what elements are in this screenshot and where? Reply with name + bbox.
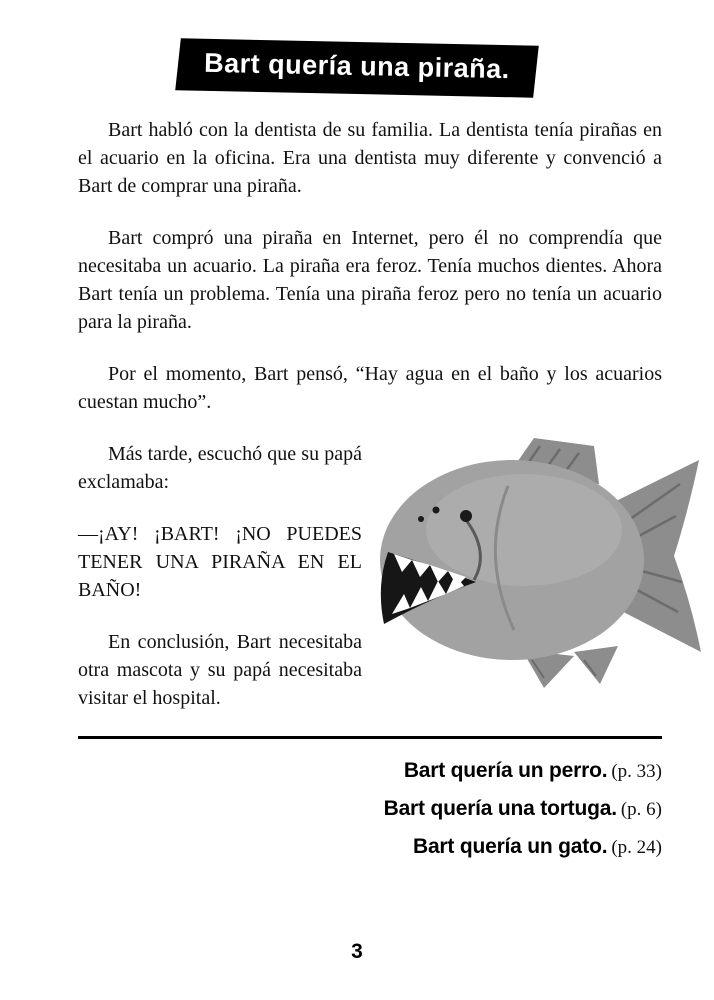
- page-number: 3: [351, 940, 363, 963]
- reference-gato: [78, 833, 662, 862]
- paragraph-exclamacion: —¡AY! ¡BART! ¡NO PUEDES TENER UNA PIRAÑA EN EL BAÑO!: [78, 523, 362, 601]
- paragraph-bano: Por el momento, Bart pensó, “Hay agua en el baño y los acuarios cuestan mucho”.: [78, 363, 662, 413]
- page-title: Bart quería una piraña.: [204, 47, 511, 85]
- page-title-banner: [175, 38, 538, 97]
- reference-perro-page: (p. 33): [611, 761, 662, 782]
- divider-rule: [78, 736, 662, 739]
- reference-tortuga-label: Bart quería una tortuga.: [383, 797, 617, 820]
- reference-gato-label: Bart quería un gato.: [412, 835, 608, 858]
- piranha-fish-icon: [374, 434, 712, 692]
- paragraph-internet: Bart compró una piraña en Internet, pero él no comprendía que necesitaba un acuario. La piraña era feroz. Tenía muchos dientes. Ahora Bart tenía un problema. Tenía una piraña feroz pero no tenía un acuario para la piraña.: [78, 227, 662, 333]
- cross-references: [78, 757, 662, 862]
- story-text: [78, 116, 662, 712]
- reference-perro: [78, 757, 662, 786]
- wrapped-section: [78, 440, 662, 712]
- reference-tortuga: [78, 795, 662, 824]
- paragraph-mas-tarde: Más tarde, escuchó que su papá exclamaba:: [78, 443, 362, 493]
- reference-tortuga-page: (p. 6): [620, 799, 662, 820]
- piranha-illustration: [374, 434, 712, 692]
- reference-perro-label: Bart quería un perro.: [403, 759, 608, 782]
- paragraph-dentista: Bart habló con la dentista de su familia. La dentista tenía pirañas en el acuario en la oficina. Era una dentista muy diferente y convenció a Bart de comprar una piraña.: [78, 119, 662, 197]
- reference-gato-page: (p. 24): [611, 837, 662, 858]
- paragraph-conclusion: En conclusión, Bart necesitaba otra mascota y su papá necesitaba visitar el hospital.: [78, 631, 362, 709]
- title-banner-wrap: [0, 0, 714, 94]
